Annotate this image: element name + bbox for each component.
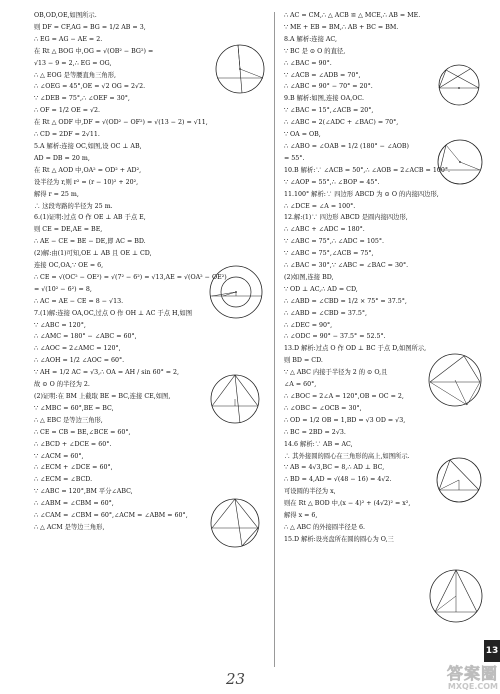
text-line: 在 Rt △ AOD 中,OA² = OD² + AD²,: [34, 166, 142, 174]
figure-q7-2: [206, 494, 264, 552]
text-line: ∴ ∠AOH = 1/2 ∠AOC = 60°.: [34, 357, 125, 365]
text-line: ∴ ∠ABC + ∠ADC = 180°.: [284, 226, 365, 234]
text-line: ∠A = 60°,: [284, 381, 317, 389]
text-line: ∴ ∠OBC = ∠OCB = 30°,: [284, 404, 362, 412]
text-line: 5.A 解析:连接 OC,如图,设 OC ⊥ AB,: [34, 142, 142, 150]
text-line: 可设圆的半径为 x,: [284, 488, 336, 496]
text-line: ∴ CE = √(OC² − OE²) = √(7² − 6²) = √13,AE = √(OA² − OE²): [34, 273, 227, 281]
text-line: ∴ ∠DCE = ∠A = 100°.: [284, 202, 356, 210]
text-line: ∴ △ EBC 是等边三角形,: [34, 416, 103, 424]
text-line: 则在 Rt △ BOD 中,(x − 4)² + (4√2)² = x²,: [284, 500, 411, 508]
text-line: ∴ ∠CAM = ∠CBM = 60°,∠ACM = ∠ABM = 60°,: [34, 512, 188, 520]
text-line: ∴ ∠AOC = 2∠AMC = 120°,: [34, 345, 121, 353]
text-line: OB,OD,OE,如图所示.: [34, 12, 97, 19]
text-line: ∴ ∠BAC = 30°,∵ ∠ABC = ∠BAC = 30°.: [284, 262, 409, 270]
watermark-logo: [422, 666, 498, 692]
text-line: 则 DF = CF,AG = BG = 1/2 AB = 3,: [34, 23, 146, 31]
figure-q14-circle: [426, 566, 486, 628]
text-line: ∴ ∠BCD + ∠DCE = 60°.: [34, 440, 112, 448]
text-line: ∵ △ ABC 内接于半径为 2 的 ⊙ O,且: [284, 369, 388, 377]
text-line: ∵ ∠ABC = 75°,∠ACB = 75°,: [284, 250, 374, 258]
text-line: ∴ AC = CM,∴ △ ACB ≌ △ MCE,∴ AB = ME.: [284, 12, 421, 19]
text-line: 连接 OC,OA,∵ OE = 6,: [34, 262, 104, 270]
text-line: 在 Rt △ BOG 中,OG = √(OB² − BG²) =: [34, 47, 154, 55]
text-line: ∴ 这段弯路的半径为 25 m.: [34, 202, 113, 210]
text-line: 13.D 解析:过点 O 作 OD ⊥ BC 于点 D,如图所示,: [284, 345, 427, 353]
text-line: ∴ OD = 1/2 OB = 1,BD = √3 OD = √3,: [284, 416, 406, 424]
watermark-bottom: MXQE.COM: [447, 682, 498, 691]
text-line: ∵ ∠ABC = 120°,BM 平分∠ABC,: [34, 488, 133, 496]
text-line: ∵ OD ⊥ AC,∴ AD = CD,: [284, 285, 358, 293]
text-line: 在 Rt △ ODF 中,DF = √(OD² − OF²) = √(13 − 2) = √11,: [34, 119, 208, 127]
text-line: ∴ ∠ABD = ∠CBD = 37.5°,: [284, 309, 368, 317]
text-line: ∴ OF = 1/2 OE = √2.: [34, 107, 101, 115]
text-line: ∵ AH = 1/2 AC = √3,∴ OA = AH / sin 60° = 2,: [34, 369, 180, 377]
text-line: ∵ ∠AOP = 55°,∴ ∠BOP = 45°.: [284, 178, 380, 186]
text-line: ∴ ∠ECM = ∠BCD.: [34, 476, 93, 484]
text-line: AD = DB = 20 m,: [34, 154, 90, 162]
figure-q9-circle: [432, 136, 488, 188]
figure-q12-circle: [424, 350, 486, 410]
text-line: ∴ ∠ABM = ∠CBM = 60°,: [34, 500, 114, 508]
text-line: 故 ⊙ O 的半径为 2.: [34, 381, 90, 389]
text-line: 9.B 解析:如图,连接 OA,OC.: [284, 95, 365, 103]
figure-q4-circle: [212, 40, 268, 98]
text-line: ∴ CD = 2DF = 2√11.: [34, 131, 100, 139]
text-line: ∴ AC = AE − CE = 8 − √13.: [34, 297, 124, 305]
text-line: ∴ AE − CE = BE − DE,即 AC = BD.: [34, 238, 146, 246]
text-line: (2)解:由(1)可知,OE ⊥ AB 且 OE ⊥ CD,: [34, 250, 152, 258]
text-line: ∴ BC = 2BD = 2√3.: [284, 428, 346, 436]
text-line: ∵ AB = 4√3,BC = 8,∴ AD ⊥ BC,: [284, 464, 385, 472]
text-line: 7.(1)解:连接 OA,OC,过点 O 作 OH ⊥ AC 于点 H,如图: [34, 309, 193, 317]
text-line: ∴ △ ABC 的外接圆半径是 6.: [284, 523, 366, 531]
text-line: ∴ ∠ODC = 90° − 37.5° = 52.5°.: [284, 333, 386, 341]
text-line: ∴ EG = AG − AE = 2.: [34, 35, 103, 43]
text-line: (2)证明:在 BM 上截取 BE = BC,连接 CE,如图,: [34, 393, 171, 400]
figure-q6-concentric: [206, 264, 266, 324]
text-line: ∵ ∠MBC = 60°,BE = BC,: [34, 404, 114, 412]
text-line: ∴ CE = CB = BE,∠BCE = 60°,: [34, 428, 131, 436]
text-line: ∴ △ ACM 是等边三角形,: [34, 523, 105, 531]
text-line: 14.6 解析:∵ AB = AC,: [284, 440, 353, 448]
page-number: 23: [226, 670, 246, 688]
text-line: 6.(1)证明:过点 O 作 OE ⊥ AB 于点 E,: [34, 214, 146, 222]
text-line: = 55°.: [284, 154, 305, 162]
text-line: ∴ ∠ECM + ∠DCE = 60°,: [34, 464, 113, 472]
figure-q13-circle: [432, 454, 486, 506]
text-line: ∴ 其外接圆的圆心在三角形的高上,如图所示.: [284, 452, 410, 460]
text-line: = √(10² − 6²) = 8,: [34, 285, 92, 293]
text-line: √13 − 9 = 2,∴ EG = OG,: [34, 59, 112, 67]
text-line: 设半径为 r,则 r² = (r − 10)² + 20²,: [34, 178, 139, 186]
text-line: ∵ ∠ABC = 75°,∴ ∠ADC = 105°.: [284, 238, 384, 246]
text-line: ∵ ME + EB = BM,∴ AB + BC = BM.: [284, 23, 399, 31]
text-line: ∵ ∠ABC = 120°,: [34, 321, 86, 329]
text-line: 15.D 解析:设亮盘所在圆的圆心为 O,三: [284, 535, 394, 543]
text-line: 解得 r = 25 m,: [34, 190, 79, 198]
text-line: (2)如图,连接 BD,: [284, 273, 334, 281]
text-line: ∴ ∠BOC = 2∠A = 120°,OB = OC = 2,: [284, 393, 404, 400]
figure-q8-circle: [430, 62, 488, 108]
figure-q7-1: [206, 370, 264, 428]
text-line: 则 BD = CD.: [284, 357, 323, 365]
text-line: ∴ ∠ABC = 2(∠ADC + ∠BAC) = 70°,: [284, 119, 399, 127]
text-line: ∵ ∠BAC = 15°,∠ACB = 20°,: [284, 107, 374, 115]
text-line: 则 CE = DE,AE = BE,: [34, 226, 103, 234]
side-tab: 13: [484, 640, 500, 662]
text-line: ∴ ∠AMC = 180° − ∠ABC = 60°,: [34, 333, 137, 341]
text-line: ∴ ∠BAC = 90°.: [284, 59, 332, 67]
text-line: 8.A 解析:连接 AC,: [284, 35, 338, 43]
text-line: ∴ ∠ABD = ∠CBD = 1/2 × 75° = 37.5°,: [284, 297, 407, 305]
text-line: ∴ ∠DEC = 90°,: [284, 321, 333, 329]
text-line: ∵ ∠DEB = 75°,∴ ∠OEF = 30°,: [34, 95, 130, 103]
text-line: ∵ BC 是 ⊙ O 的直径,: [284, 47, 346, 55]
text-line: ∵ OA = OB,: [284, 131, 321, 139]
text-line: ∵ ∠ACB = ∠ADB = 70°,: [284, 71, 361, 79]
column-divider: [274, 12, 275, 667]
watermark-top: 答案圈: [446, 664, 498, 683]
text-line: ∵ ∠ACM = 60°,: [34, 452, 84, 460]
text-line: ∴ ∠ABO = ∠OAB = 1/2 (180° − ∠AOB): [284, 142, 410, 150]
text-line: ∴ △ EOG 是等腰直角三角形,: [34, 71, 117, 79]
text-line: ∴ ∠ABC = 90° − 70° = 20°.: [284, 83, 373, 91]
text-line: ∴ ∠OEG = 45°,OE = √2 OG = 2√2.: [34, 83, 146, 91]
text-line: 解得 x = 6,: [284, 512, 318, 520]
text-line: 12.解:(1)∵ 四边形 ABCD 是圆内接四边形,: [284, 214, 408, 222]
text-line: ∴ BD = 4,AD = √(48 − 16) = 4√2.: [284, 476, 392, 484]
text-line: 10.B 解析:∵ ∠ACB = 50°,∴ ∠AOB = 2∠ACB = 100°.: [284, 166, 450, 174]
text-line: 11.100° 解析:∵ 四边形 ABCD 为 ⊙ O 的内接四边形,: [284, 190, 439, 198]
